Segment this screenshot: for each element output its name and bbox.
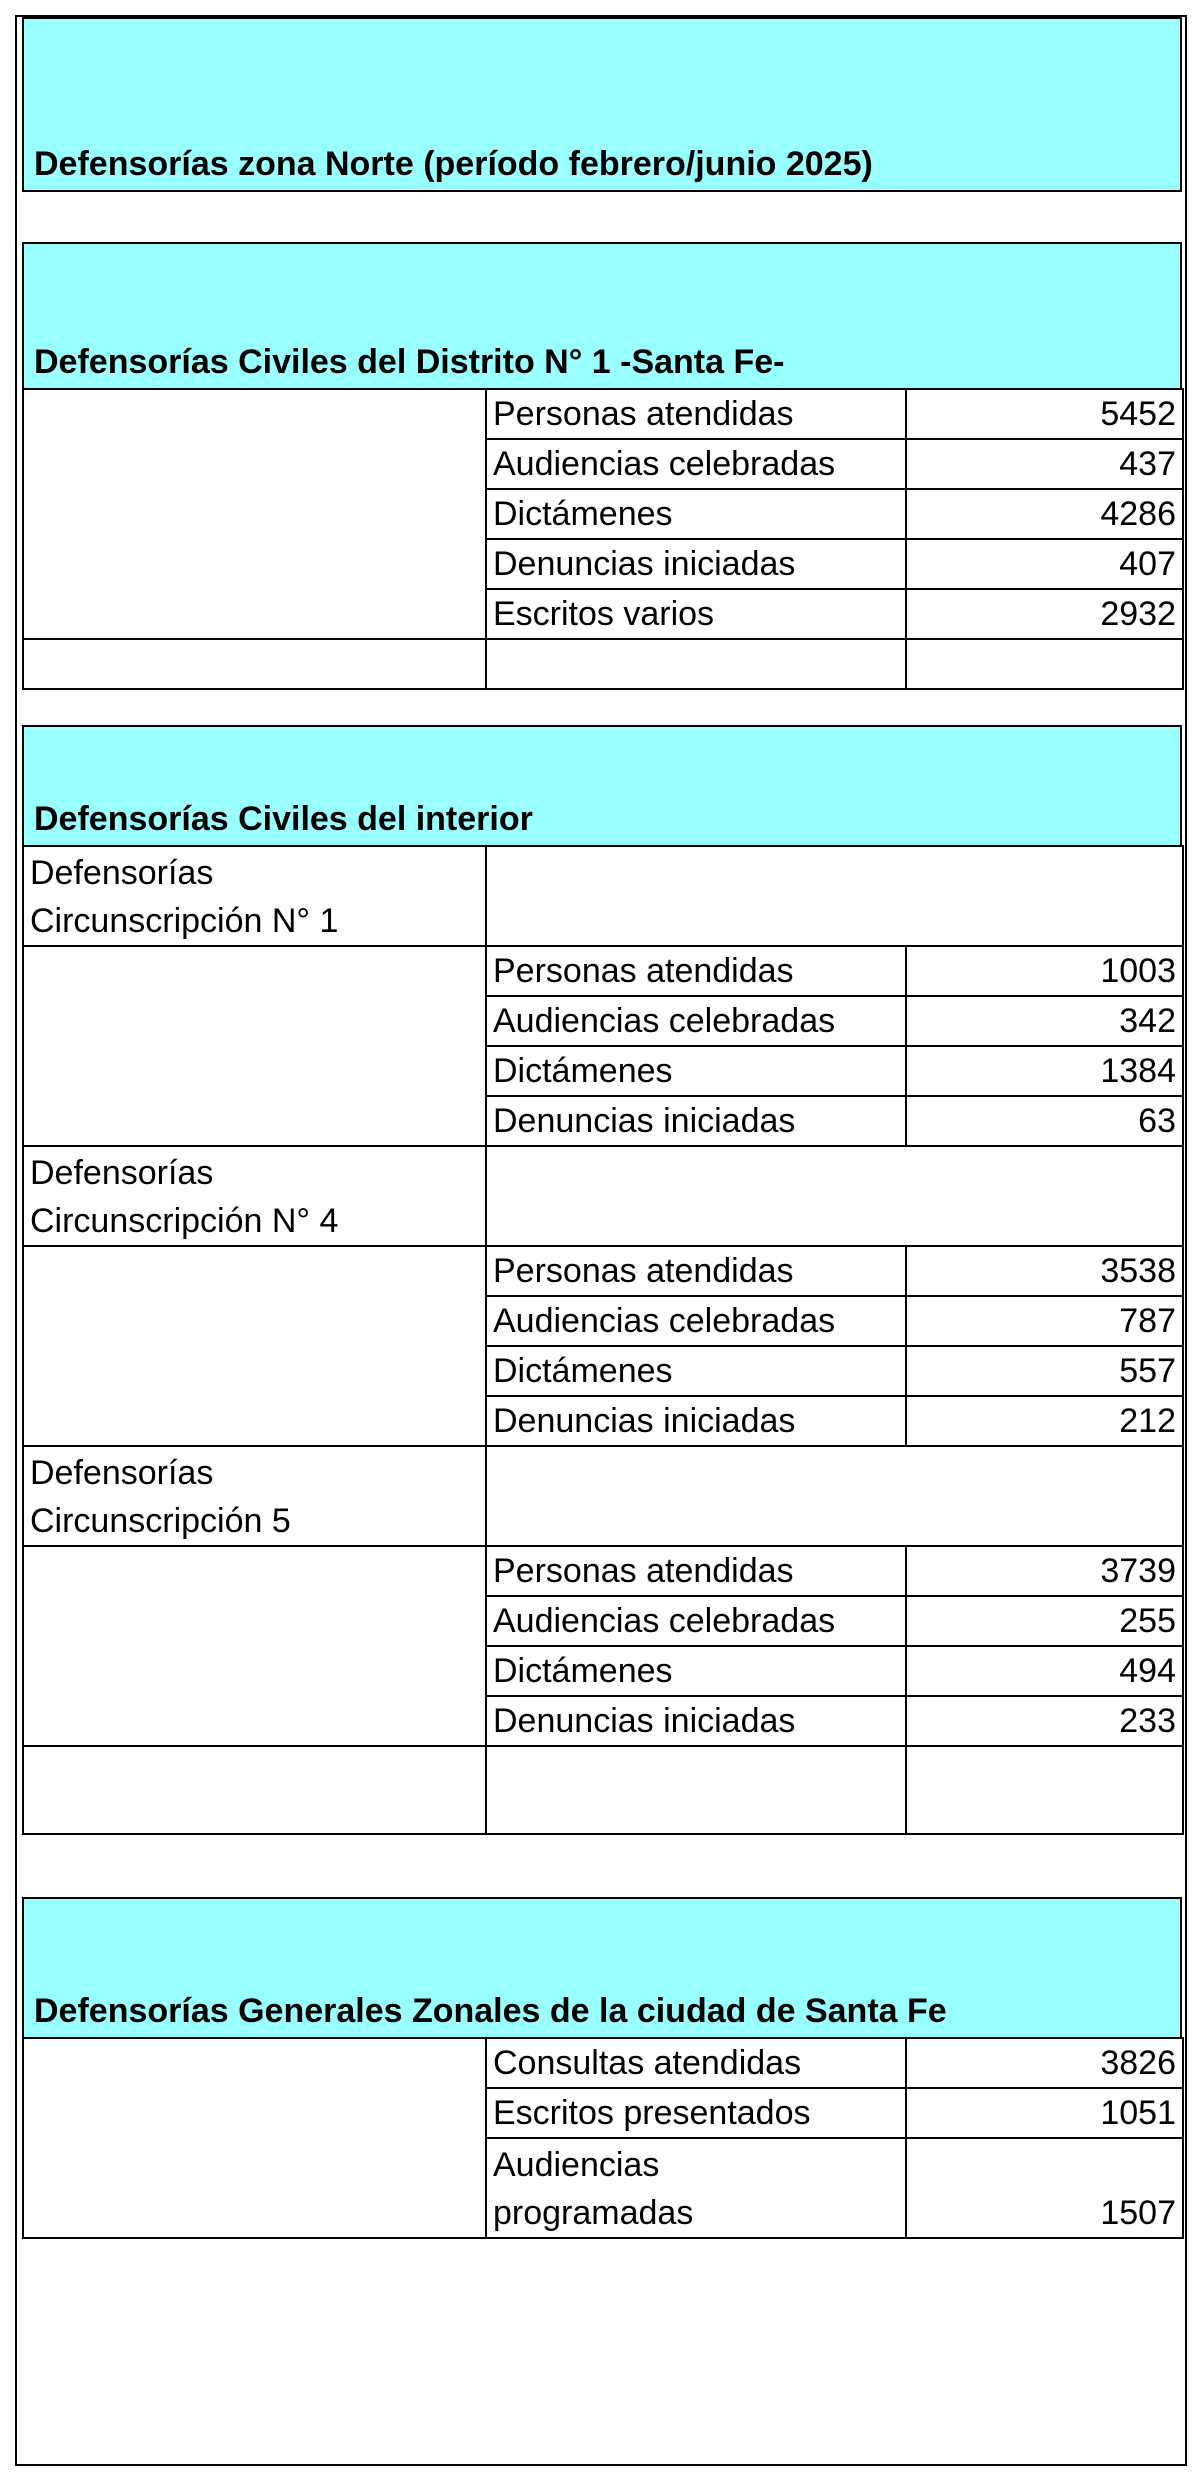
metric-label: Personas atendidas xyxy=(486,389,906,439)
empty-cell xyxy=(486,1746,906,1834)
empty-cell xyxy=(23,946,486,996)
metric-label: Escritos varios xyxy=(486,589,906,639)
empty-cell xyxy=(23,439,486,489)
metric-value: 3739 xyxy=(906,1546,1183,1596)
metric-value: 1003 xyxy=(906,946,1183,996)
table-row xyxy=(23,389,1183,439)
report-title: Defensorías zona Norte (período febrero/junio 2025) xyxy=(34,145,873,183)
empty-cell xyxy=(23,1046,486,1096)
empty-cell xyxy=(23,1346,486,1396)
empty-cell xyxy=(23,1096,486,1146)
metric-value: 2932 xyxy=(906,589,1183,639)
metric-value: 494 xyxy=(906,1646,1183,1696)
group-name-line1: Defensorías xyxy=(30,1454,214,1492)
metric-label: Escritos presentados xyxy=(486,2088,906,2138)
empty-cell xyxy=(23,1296,486,1346)
empty-cell xyxy=(486,639,906,689)
section-heading-generales-zonales xyxy=(22,1897,1182,2039)
metric-value: 3538 xyxy=(906,1246,1183,1296)
table-row xyxy=(23,1546,1183,1596)
empty-cell xyxy=(906,639,1183,689)
group-name-cell xyxy=(23,1146,486,1246)
metric-label: Audiencias celebradas xyxy=(486,1596,906,1646)
metric-value: 4286 xyxy=(906,489,1183,539)
metric-label: Personas atendidas xyxy=(486,1246,906,1296)
group-header-row xyxy=(23,1146,1183,1246)
empty-cell xyxy=(23,489,486,539)
metric-label: Consultas atendidas xyxy=(486,2038,906,2088)
table-row xyxy=(23,439,1183,489)
metric-label: Dictámenes xyxy=(486,1046,906,1096)
table-row xyxy=(23,1246,1183,1296)
empty-cell xyxy=(23,389,486,439)
title-band xyxy=(22,17,1182,192)
section-title: Defensorías Generales Zonales de la ciudad de Santa Fe xyxy=(34,1992,947,2030)
table-row xyxy=(23,589,1183,639)
metric-value: 557 xyxy=(906,1346,1183,1396)
empty-cell xyxy=(23,589,486,639)
empty-cell xyxy=(23,1396,486,1446)
empty-cell xyxy=(23,639,486,689)
table-row xyxy=(23,1296,1183,1346)
empty-cell xyxy=(23,539,486,589)
group-name-cell xyxy=(23,846,486,946)
empty-cell xyxy=(486,846,1183,946)
empty-cell xyxy=(23,1746,486,1834)
table-row xyxy=(23,2088,1183,2138)
table-row xyxy=(23,2038,1183,2088)
empty-cell xyxy=(906,1746,1183,1834)
metric-label: Audiencias celebradas xyxy=(486,996,906,1046)
table-row xyxy=(23,946,1183,996)
table-row xyxy=(23,1046,1183,1096)
table-row xyxy=(23,1396,1183,1446)
group-name-line2: Circunscripción N° 4 xyxy=(30,1202,339,1240)
table-row xyxy=(23,489,1183,539)
empty-cell xyxy=(23,2138,486,2238)
table-row xyxy=(23,1696,1183,1746)
table-row xyxy=(23,639,1183,689)
metric-label: Personas atendidas xyxy=(486,946,906,996)
empty-cell xyxy=(23,1546,486,1596)
metric-label: Denuncias iniciadas xyxy=(486,1696,906,1746)
section-title: Defensorías Civiles del interior xyxy=(34,800,533,838)
table-row xyxy=(23,1646,1183,1696)
section-heading-interior xyxy=(22,725,1182,847)
metric-label: Audiencias celebradas xyxy=(486,439,906,489)
empty-cell xyxy=(23,1646,486,1696)
metric-label: Dictámenes xyxy=(486,1646,906,1696)
empty-cell xyxy=(486,1146,1183,1246)
table-row xyxy=(23,1596,1183,1646)
distrito-1-table xyxy=(22,388,1184,690)
metric-label: Denuncias iniciadas xyxy=(486,1396,906,1446)
metric-label: Personas atendidas xyxy=(486,1546,906,1596)
empty-cell xyxy=(23,1596,486,1646)
empty-cell xyxy=(23,2038,486,2088)
group-header-row xyxy=(23,1446,1183,1546)
table-row xyxy=(23,1746,1183,1834)
report-sheet xyxy=(15,15,1187,2466)
table-row xyxy=(23,539,1183,589)
metric-label: Denuncias iniciadas xyxy=(486,539,906,589)
group-name-line2: Circunscripción 5 xyxy=(30,1502,291,1540)
metric-value: 342 xyxy=(906,996,1183,1046)
metric-value: 1507 xyxy=(906,2138,1183,2238)
metric-value: 233 xyxy=(906,1696,1183,1746)
empty-cell xyxy=(23,996,486,1046)
metric-value: 255 xyxy=(906,1596,1183,1646)
metric-label xyxy=(486,2138,906,2238)
interior-table xyxy=(22,845,1184,1835)
metric-value: 63 xyxy=(906,1096,1183,1146)
metric-value: 787 xyxy=(906,1296,1183,1346)
group-name-line2: Circunscripción N° 1 xyxy=(30,902,339,940)
group-name-line1: Defensorías xyxy=(30,1154,214,1192)
table-row xyxy=(23,996,1183,1046)
metric-value: 1384 xyxy=(906,1046,1183,1096)
metric-value: 1051 xyxy=(906,2088,1183,2138)
metric-label: Dictámenes xyxy=(486,1346,906,1396)
group-name-line1: Defensorías xyxy=(30,854,214,892)
table-row xyxy=(23,1096,1183,1146)
empty-cell xyxy=(23,1246,486,1296)
metric-label: Dictámenes xyxy=(486,489,906,539)
metric-value: 407 xyxy=(906,539,1183,589)
metric-label: Denuncias iniciadas xyxy=(486,1096,906,1146)
table-row xyxy=(23,2138,1183,2238)
metric-value: 3826 xyxy=(906,2038,1183,2088)
table-row xyxy=(23,1346,1183,1396)
metric-value: 5452 xyxy=(906,389,1183,439)
section-title: Defensorías Civiles del Distrito N° 1 -Santa Fe- xyxy=(34,343,785,381)
empty-cell xyxy=(23,1696,486,1746)
empty-cell xyxy=(486,1446,1183,1546)
group-header-row xyxy=(23,846,1183,946)
section-heading-distrito-1 xyxy=(22,242,1182,390)
empty-cell xyxy=(23,2088,486,2138)
group-name-cell xyxy=(23,1446,486,1546)
metric-value: 437 xyxy=(906,439,1183,489)
metric-label-line1: Audiencias xyxy=(493,2146,660,2184)
metric-label: Audiencias celebradas xyxy=(486,1296,906,1346)
metric-label-line2: programadas xyxy=(493,2194,694,2232)
generales-zonales-table xyxy=(22,2037,1184,2239)
metric-value: 212 xyxy=(906,1396,1183,1446)
